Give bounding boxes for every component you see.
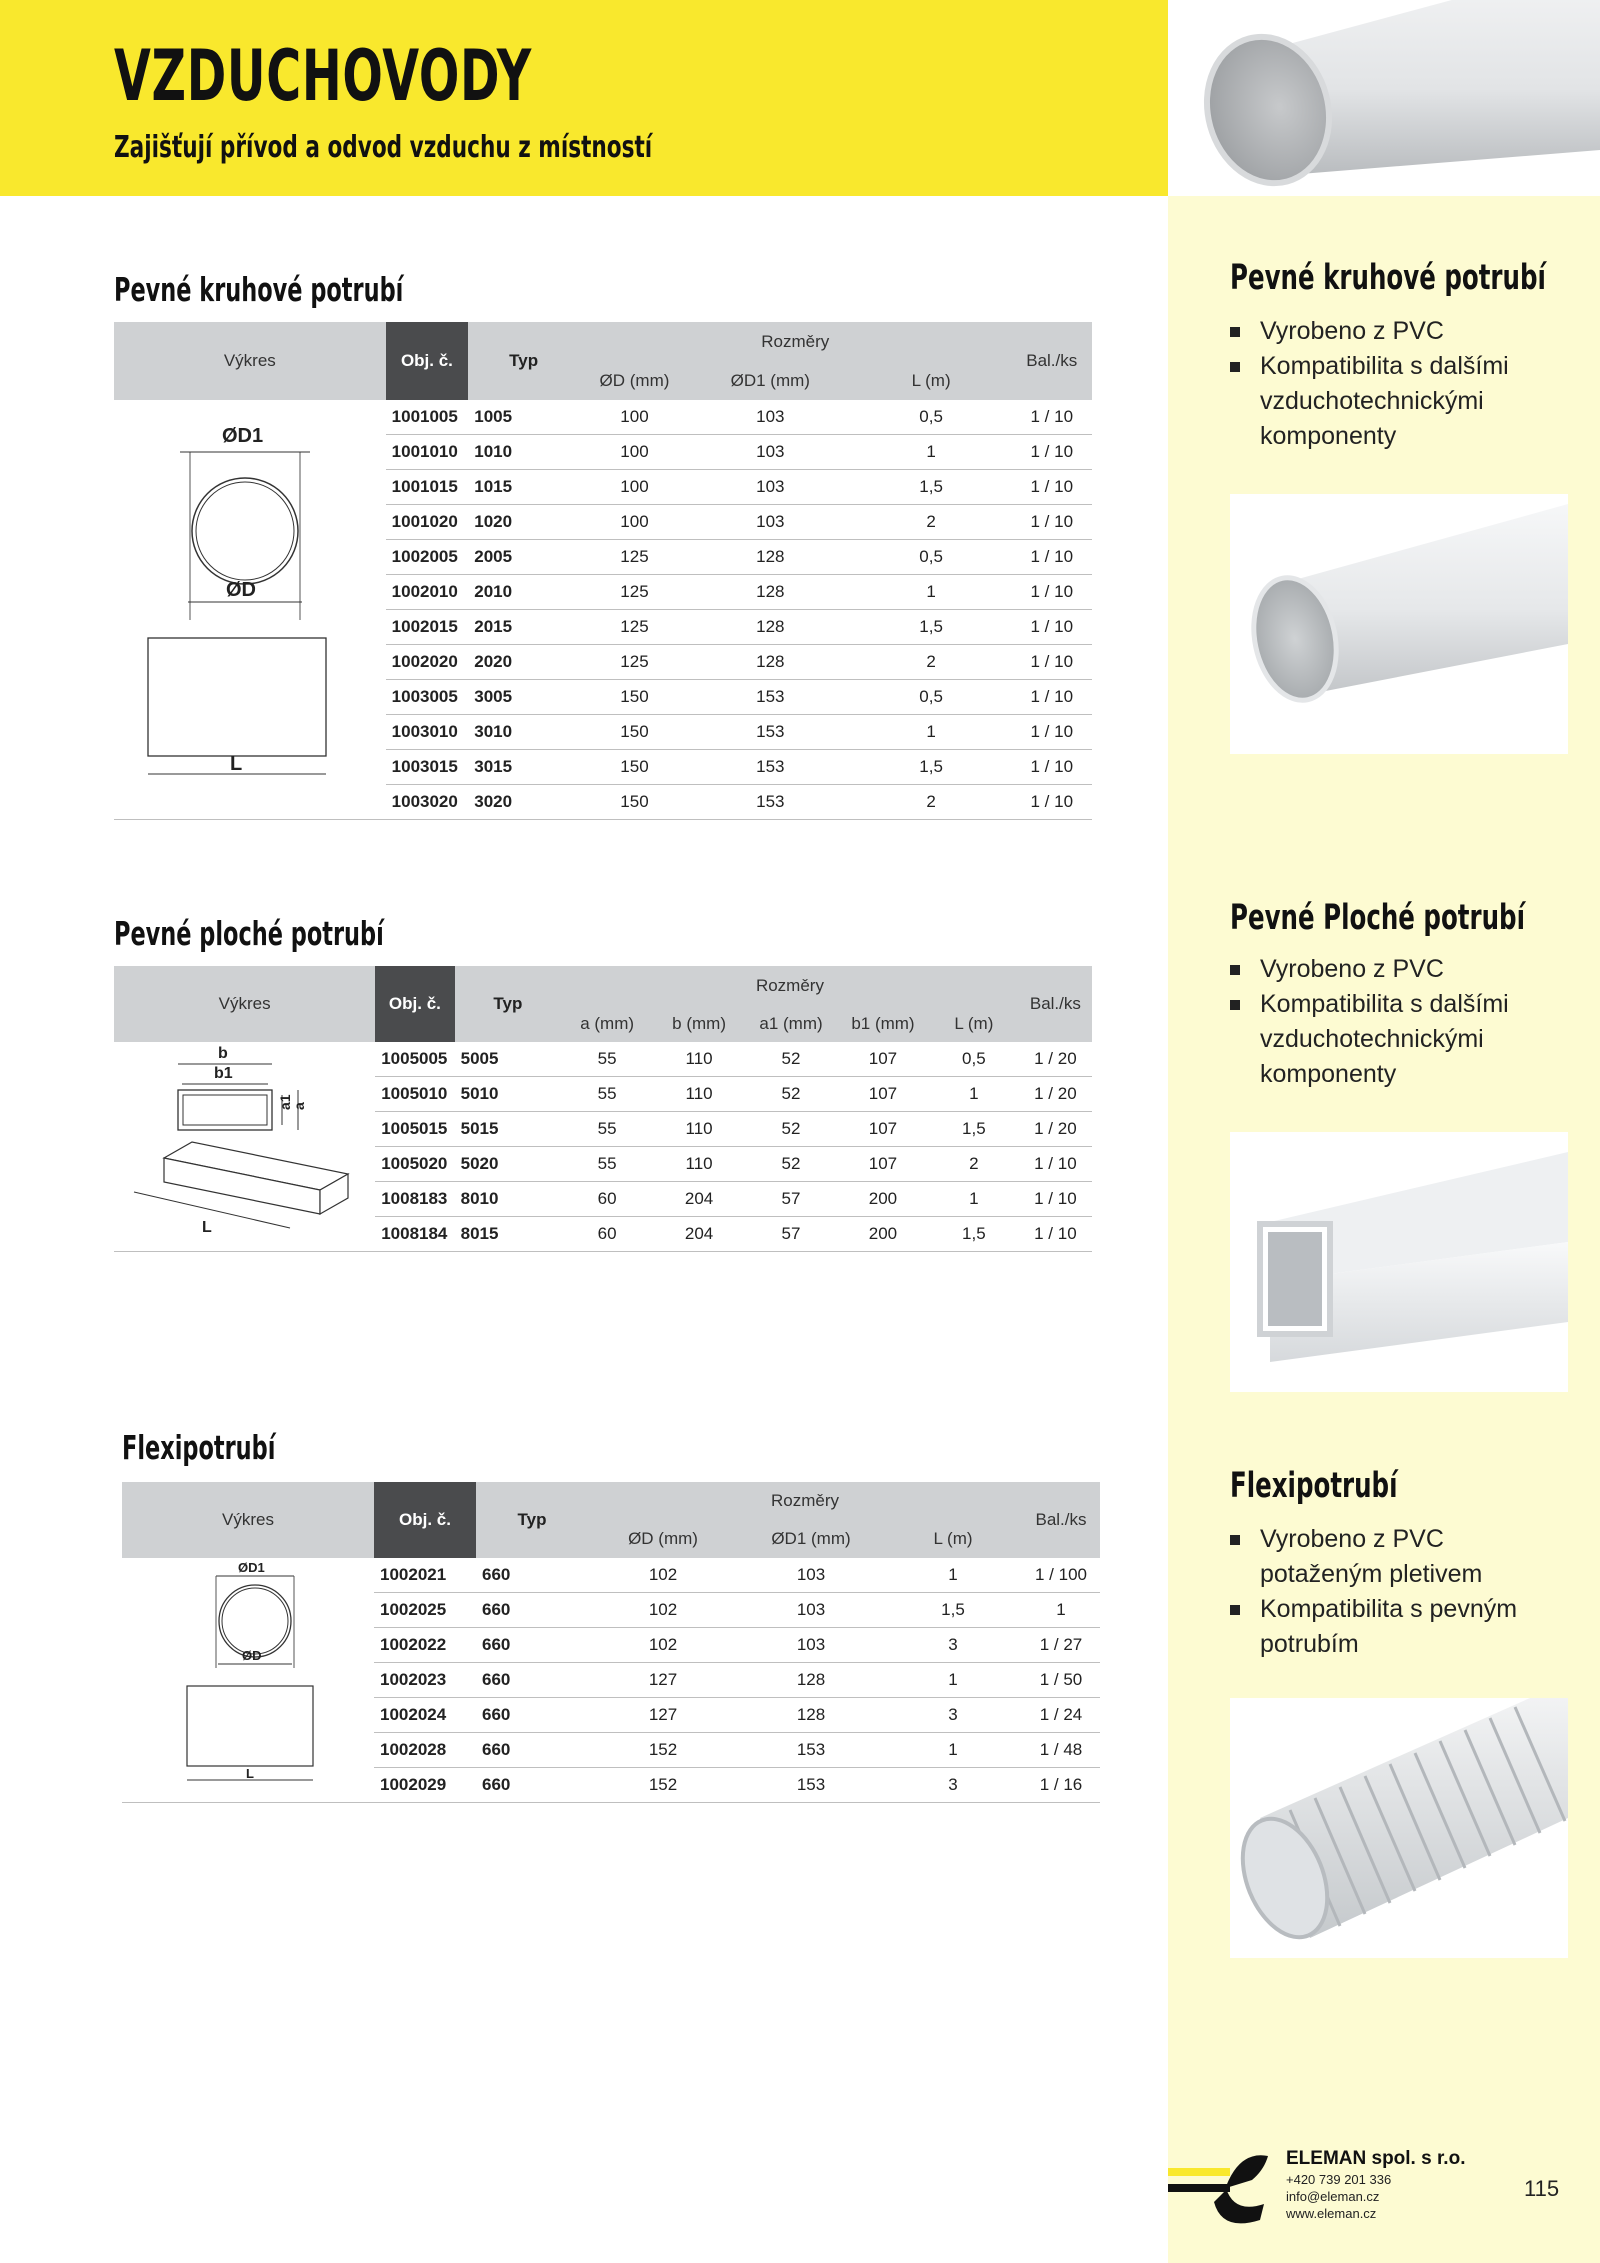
col-dim-l: L (m) [851, 362, 1012, 400]
table-cell: 107 [837, 1042, 929, 1077]
table-cell: 1001005 [386, 400, 469, 435]
table-cell: 2 [851, 505, 1012, 540]
table-cell: 1002023 [374, 1663, 476, 1698]
table-cell: 107 [837, 1112, 929, 1147]
table-cell: 1,5 [851, 470, 1012, 505]
table-cell: 1 / 10 [1012, 575, 1092, 610]
side-title-round: Pevné kruhové potrubí [1230, 258, 1546, 298]
round-pipe-photo [1230, 494, 1568, 754]
table-cell: 1002021 [374, 1558, 476, 1593]
table-cell: 125 [579, 645, 690, 680]
table-cell: 128 [690, 610, 851, 645]
page-title: VZDUCHOVODY [114, 35, 532, 117]
table-cell: 1 / 10 [1019, 1147, 1092, 1182]
table-cell: 1 [851, 715, 1012, 750]
table-cell: 107 [837, 1147, 929, 1182]
table-cell: 2 [851, 645, 1012, 680]
table-cell: 1003020 [386, 785, 469, 820]
flexi-pipe-drawing [176, 1558, 326, 1786]
table-cell: 8010 [455, 1182, 562, 1217]
table-cell: 1 / 100 [1022, 1558, 1100, 1593]
col-obj: Obj. č. [375, 966, 454, 1042]
table-cell: 3015 [468, 750, 579, 785]
header-pipe-photo [1168, 0, 1600, 196]
table-cell: 55 [561, 1042, 653, 1077]
table-cell: 1003010 [386, 715, 469, 750]
table-cell: 1002029 [374, 1768, 476, 1803]
table-cell: 1,5 [929, 1112, 1019, 1147]
drawing-label-b1: b1 [214, 1065, 233, 1082]
table-cell: 1 / 10 [1012, 400, 1092, 435]
col-rozmery: Rozměry [588, 1482, 1022, 1520]
table-cell: 1008183 [375, 1182, 454, 1217]
table-cell: 1005010 [375, 1077, 454, 1112]
table-cell: 3020 [468, 785, 579, 820]
table-cell: 1 / 10 [1012, 470, 1092, 505]
col-dim-d1: ØD1 (mm) [690, 362, 851, 400]
table-cell: 1 / 20 [1019, 1077, 1092, 1112]
table-cell: 100 [579, 470, 690, 505]
table-cell: 103 [738, 1558, 884, 1593]
eleman-logo [1168, 2140, 1278, 2230]
list-item: Kompatibilita s dalšími vzduchotechnickými komponenty [1230, 349, 1570, 454]
table-cell: 1020 [468, 505, 579, 540]
table-cell: 150 [579, 715, 690, 750]
table-cell: 57 [745, 1182, 837, 1217]
table-cell: 125 [579, 610, 690, 645]
round-pipe-drawing [140, 420, 340, 792]
table-cell: 1 [851, 575, 1012, 610]
table-cell: 0,5 [851, 540, 1012, 575]
drawing-label-d: ØD [242, 1648, 262, 1663]
table-cell: 103 [690, 400, 851, 435]
drawing-label-d1: ØD1 [238, 1560, 265, 1575]
table-cell: 1 / 10 [1019, 1217, 1092, 1252]
table-cell: 8015 [455, 1217, 562, 1252]
table-cell: 5005 [455, 1042, 562, 1077]
table-cell: 1 / 10 [1012, 715, 1092, 750]
col-bal: Bal./ks [1022, 1482, 1100, 1558]
table-cell: 1 / 10 [1012, 610, 1092, 645]
side-list-flat [1230, 952, 1570, 1092]
bullet-icon [1230, 1000, 1240, 1010]
table-cell: 200 [837, 1217, 929, 1252]
table-cell: 100 [579, 400, 690, 435]
table-cell: 103 [690, 435, 851, 470]
table-cell: 55 [561, 1077, 653, 1112]
side-title-flat: Pevné Ploché potrubí [1230, 898, 1525, 938]
company-name: ELEMAN spol. s r.o. [1286, 2148, 1466, 2169]
table-cell: 0,5 [851, 400, 1012, 435]
table-cell: 0,5 [851, 680, 1012, 715]
table-cell: 1,5 [929, 1217, 1019, 1252]
col-drawing: Výkres [114, 322, 386, 400]
drawing-label-a1: a1 [277, 1094, 293, 1110]
flat-pipe-drawing [122, 1042, 358, 1242]
table-cell: 125 [579, 575, 690, 610]
table-cell: 55 [561, 1147, 653, 1182]
table-cell: 1008184 [375, 1217, 454, 1252]
drawing-label-l: L [202, 1219, 212, 1236]
col-dim-b1: b1 (mm) [837, 1006, 929, 1042]
section-title-round: Pevné kruhové potrubí [114, 270, 404, 309]
table-cell: 1 / 10 [1012, 435, 1092, 470]
table-cell: 2020 [468, 645, 579, 680]
table-cell: 1 / 10 [1012, 540, 1092, 575]
table-cell: 1 [884, 1733, 1022, 1768]
table-cell: 1 [851, 435, 1012, 470]
table-cell: 110 [653, 1147, 745, 1182]
table-cell: 127 [588, 1698, 738, 1733]
table-cell: 103 [738, 1593, 884, 1628]
table-cell: 2 [851, 785, 1012, 820]
table-cell: 107 [837, 1077, 929, 1112]
bullet-icon [1230, 1535, 1240, 1545]
table-cell: 660 [476, 1628, 588, 1663]
table-cell: 1002025 [374, 1593, 476, 1628]
table-cell: 5020 [455, 1147, 562, 1182]
table-cell: 3 [884, 1628, 1022, 1663]
table-cell: 1,5 [851, 610, 1012, 645]
table-cell: 150 [579, 785, 690, 820]
table-cell: 200 [837, 1182, 929, 1217]
table-cell: 1001020 [386, 505, 469, 540]
side-list-flex [1230, 1522, 1570, 1662]
table-cell: 1 / 48 [1022, 1733, 1100, 1768]
table-cell: 153 [738, 1733, 884, 1768]
table-cell: 1005020 [375, 1147, 454, 1182]
table-cell: 660 [476, 1558, 588, 1593]
header-banner [0, 0, 1168, 196]
drawing-label-a: a [291, 1102, 307, 1110]
table-cell: 128 [690, 575, 851, 610]
col-dim-l: L (m) [884, 1520, 1022, 1558]
table-cell: 1 / 50 [1022, 1663, 1100, 1698]
table-cell: 153 [690, 715, 851, 750]
table-cell: 57 [745, 1217, 837, 1252]
table-cell: 100 [579, 505, 690, 540]
table-cell: 127 [588, 1663, 738, 1698]
table-cell: 1001010 [386, 435, 469, 470]
col-drawing: Výkres [122, 1482, 374, 1558]
table-cell: 1015 [468, 470, 579, 505]
col-typ: Typ [468, 322, 579, 400]
list-item: Vyrobeno z PVC [1230, 314, 1570, 349]
col-dim-l: L (m) [929, 1006, 1019, 1042]
drawing-label-l: L [230, 753, 243, 775]
table-cell: 52 [745, 1112, 837, 1147]
table-cell: 1001015 [386, 470, 469, 505]
table-cell: 1 / 10 [1012, 505, 1092, 540]
bullet-icon [1230, 1605, 1240, 1615]
table-cell: 125 [579, 540, 690, 575]
col-bal: Bal./ks [1012, 322, 1092, 400]
col-dim-a: a (mm) [561, 1006, 653, 1042]
col-dim-d: ØD (mm) [579, 362, 690, 400]
table-cell: 3 [884, 1768, 1022, 1803]
page-number: 115 [1524, 2176, 1560, 2201]
table-cell: 103 [690, 470, 851, 505]
table-cell: 2 [929, 1147, 1019, 1182]
side-title-flex: Flexipotrubí [1230, 1466, 1398, 1506]
table-cell: 128 [690, 645, 851, 680]
table-cell: 110 [653, 1112, 745, 1147]
table-cell: 1002028 [374, 1733, 476, 1768]
table-cell: 1002005 [386, 540, 469, 575]
table-cell: 1002015 [386, 610, 469, 645]
table-cell: 1 / 24 [1022, 1698, 1100, 1733]
company-email: info@eleman.cz [1286, 2189, 1380, 2204]
table-cell: 3010 [468, 715, 579, 750]
list-item: Vyrobeno z PVC [1230, 952, 1570, 987]
table-cell: 102 [588, 1558, 738, 1593]
table-cell: 2010 [468, 575, 579, 610]
flat-pipe-photo [1230, 1132, 1568, 1392]
table-cell: 2015 [468, 610, 579, 645]
table-cell: 1 [1022, 1593, 1100, 1628]
table-cell: 1 / 20 [1019, 1042, 1092, 1077]
list-item: Kompatibilita s dalšími vzduchotechnickými komponenty [1230, 987, 1570, 1092]
table-cell: 660 [476, 1593, 588, 1628]
table-cell: 60 [561, 1217, 653, 1252]
col-drawing: Výkres [114, 966, 375, 1042]
table-cell: 1 / 10 [1012, 750, 1092, 785]
table-cell: 150 [579, 750, 690, 785]
col-dim-d: ØD (mm) [588, 1520, 738, 1558]
table-cell: 660 [476, 1768, 588, 1803]
col-typ: Typ [455, 966, 562, 1042]
table-cell: 1003015 [386, 750, 469, 785]
table-cell: 1 [929, 1077, 1019, 1112]
col-typ: Typ [476, 1482, 588, 1558]
table-cell: 103 [690, 505, 851, 540]
table-cell: 204 [653, 1217, 745, 1252]
table-cell: 1 [884, 1663, 1022, 1698]
table-cell: 153 [738, 1768, 884, 1803]
drawing-label-b: b [218, 1045, 228, 1062]
section-title-flexi: Flexipotrubí [122, 1428, 276, 1467]
table-cell: 1 / 20 [1019, 1112, 1092, 1147]
bullet-icon [1230, 362, 1240, 372]
table-cell: 660 [476, 1663, 588, 1698]
table-cell: 5015 [455, 1112, 562, 1147]
table-cell: 52 [745, 1077, 837, 1112]
table-cell: 152 [588, 1768, 738, 1803]
table-cell: 52 [745, 1042, 837, 1077]
table-cell: 153 [690, 785, 851, 820]
company-phone: +420 739 201 336 [1286, 2172, 1392, 2187]
section-title-flat: Pevné ploché potrubí [114, 914, 384, 953]
list-item: Vyrobeno z PVC potaženým pletivem [1230, 1522, 1570, 1592]
table-cell: 1002022 [374, 1628, 476, 1663]
table-cell: 128 [738, 1663, 884, 1698]
drawing-label-l: L [246, 1766, 254, 1781]
table-cell: 153 [690, 750, 851, 785]
table-cell: 5010 [455, 1077, 562, 1112]
table-cell: 128 [738, 1698, 884, 1733]
list-item: Kompatibilita s pevným potrubím [1230, 1592, 1570, 1662]
table-cell: 1,5 [884, 1593, 1022, 1628]
table-cell: 1 / 10 [1012, 785, 1092, 820]
table-cell: 128 [690, 540, 851, 575]
company-web: www.eleman.cz [1286, 2206, 1377, 2221]
table-cell: 1 / 27 [1022, 1628, 1100, 1663]
table-cell: 153 [690, 680, 851, 715]
table-cell: 1010 [468, 435, 579, 470]
table-cell: 52 [745, 1147, 837, 1182]
col-obj: Obj. č. [386, 322, 469, 400]
drawing-label-d: ØD [226, 579, 256, 601]
table-cell: 660 [476, 1698, 588, 1733]
table-cell: 1005005 [375, 1042, 454, 1077]
table-cell: 1002024 [374, 1698, 476, 1733]
drawing-label-d1: ØD1 [222, 425, 264, 447]
table-cell: 0,5 [929, 1042, 1019, 1077]
side-list-round [1230, 314, 1570, 454]
table-cell: 110 [653, 1077, 745, 1112]
table-cell: 152 [588, 1733, 738, 1768]
table-cell: 660 [476, 1733, 588, 1768]
table-cell: 1 [884, 1558, 1022, 1593]
table-cell: 103 [738, 1628, 884, 1663]
table-cell: 204 [653, 1182, 745, 1217]
table-cell: 1002020 [386, 645, 469, 680]
col-bal: Bal./ks [1019, 966, 1092, 1042]
page-subtitle: Zajišťují přívod a odvod vzduchu z místností [114, 130, 653, 165]
col-dim-d1: ØD1 (mm) [738, 1520, 884, 1558]
table-cell: 3005 [468, 680, 579, 715]
table-cell: 150 [579, 680, 690, 715]
table-cell: 1 [929, 1182, 1019, 1217]
table-cell: 102 [588, 1593, 738, 1628]
table-cell: 110 [653, 1042, 745, 1077]
bullet-icon [1230, 965, 1240, 975]
side-panel [1168, 196, 1600, 2263]
table-cell: 1 / 10 [1012, 680, 1092, 715]
table-cell: 1,5 [851, 750, 1012, 785]
col-dim-a1: a1 (mm) [745, 1006, 837, 1042]
col-rozmery: Rozměry [561, 966, 1019, 1006]
table-cell: 3 [884, 1698, 1022, 1733]
table-cell: 1 / 10 [1012, 645, 1092, 680]
table-cell: 100 [579, 435, 690, 470]
table-cell: 102 [588, 1628, 738, 1663]
bullet-icon [1230, 327, 1240, 337]
table-cell: 1003005 [386, 680, 469, 715]
table-cell: 1005015 [375, 1112, 454, 1147]
table-cell: 55 [561, 1112, 653, 1147]
col-obj: Obj. č. [374, 1482, 476, 1558]
table-cell: 2005 [468, 540, 579, 575]
col-dim-b: b (mm) [653, 1006, 745, 1042]
table-cell: 1005 [468, 400, 579, 435]
table-cell: 1002010 [386, 575, 469, 610]
table-cell: 60 [561, 1182, 653, 1217]
table-cell: 1 / 16 [1022, 1768, 1100, 1803]
col-rozmery: Rozměry [579, 322, 1011, 362]
flexi-pipe-photo [1230, 1698, 1568, 1958]
table-cell: 1 / 10 [1019, 1182, 1092, 1217]
